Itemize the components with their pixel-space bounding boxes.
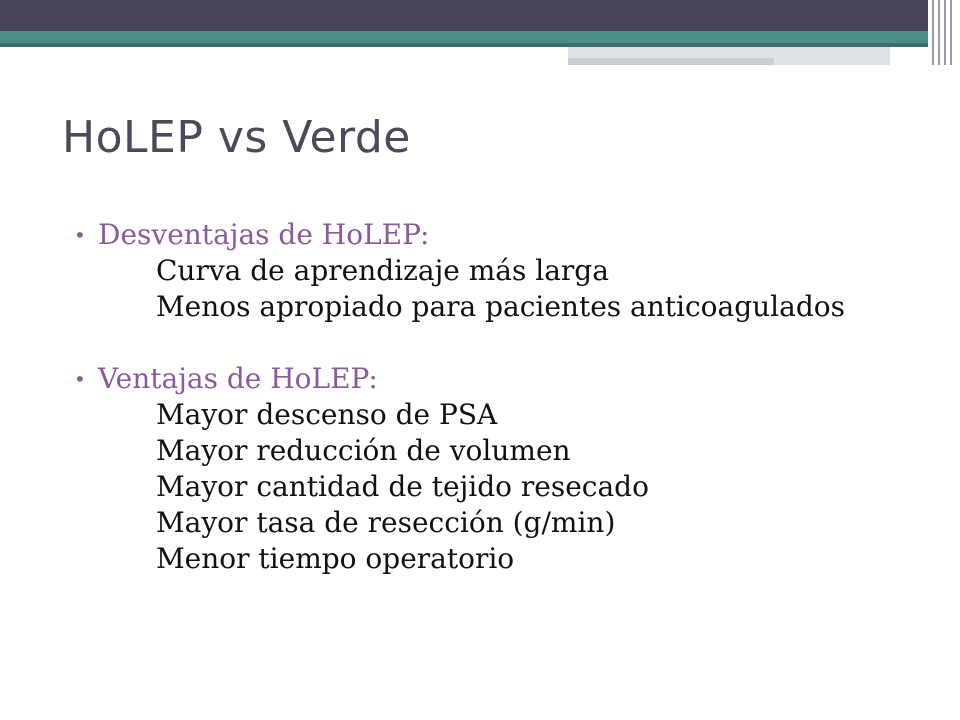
list-item: Mayor tasa de resección (g/min) bbox=[156, 506, 616, 539]
light-strip-inner bbox=[568, 58, 774, 65]
corner-decoration bbox=[928, 0, 960, 65]
bullet-icon: • bbox=[74, 223, 86, 247]
slide-body bbox=[74, 217, 934, 577]
section-heading-label: Desventajas de HoLEP: bbox=[98, 218, 430, 251]
top-bar bbox=[0, 0, 960, 31]
section-heading-desventajas bbox=[74, 217, 934, 253]
section-heading-ventajas bbox=[74, 361, 934, 397]
section-spacer bbox=[74, 325, 934, 361]
list-item: Menor tiempo operatorio bbox=[156, 542, 515, 575]
list-item: Mayor reducción de volumen bbox=[156, 434, 571, 467]
list-item: Menos apropiado para pacientes anticoagulados bbox=[156, 290, 845, 323]
list-item: Mayor cantidad de tejido resecado bbox=[156, 470, 649, 503]
teal-band bbox=[0, 31, 960, 43]
slide-title: HoLEP vs Verde bbox=[62, 112, 411, 163]
section-heading-label: Ventajas de HoLEP: bbox=[98, 362, 378, 395]
list-item: Curva de aprendizaje más larga bbox=[156, 254, 609, 287]
bullet-icon: • bbox=[74, 367, 86, 391]
list-item: Mayor descenso de PSA bbox=[156, 398, 498, 431]
